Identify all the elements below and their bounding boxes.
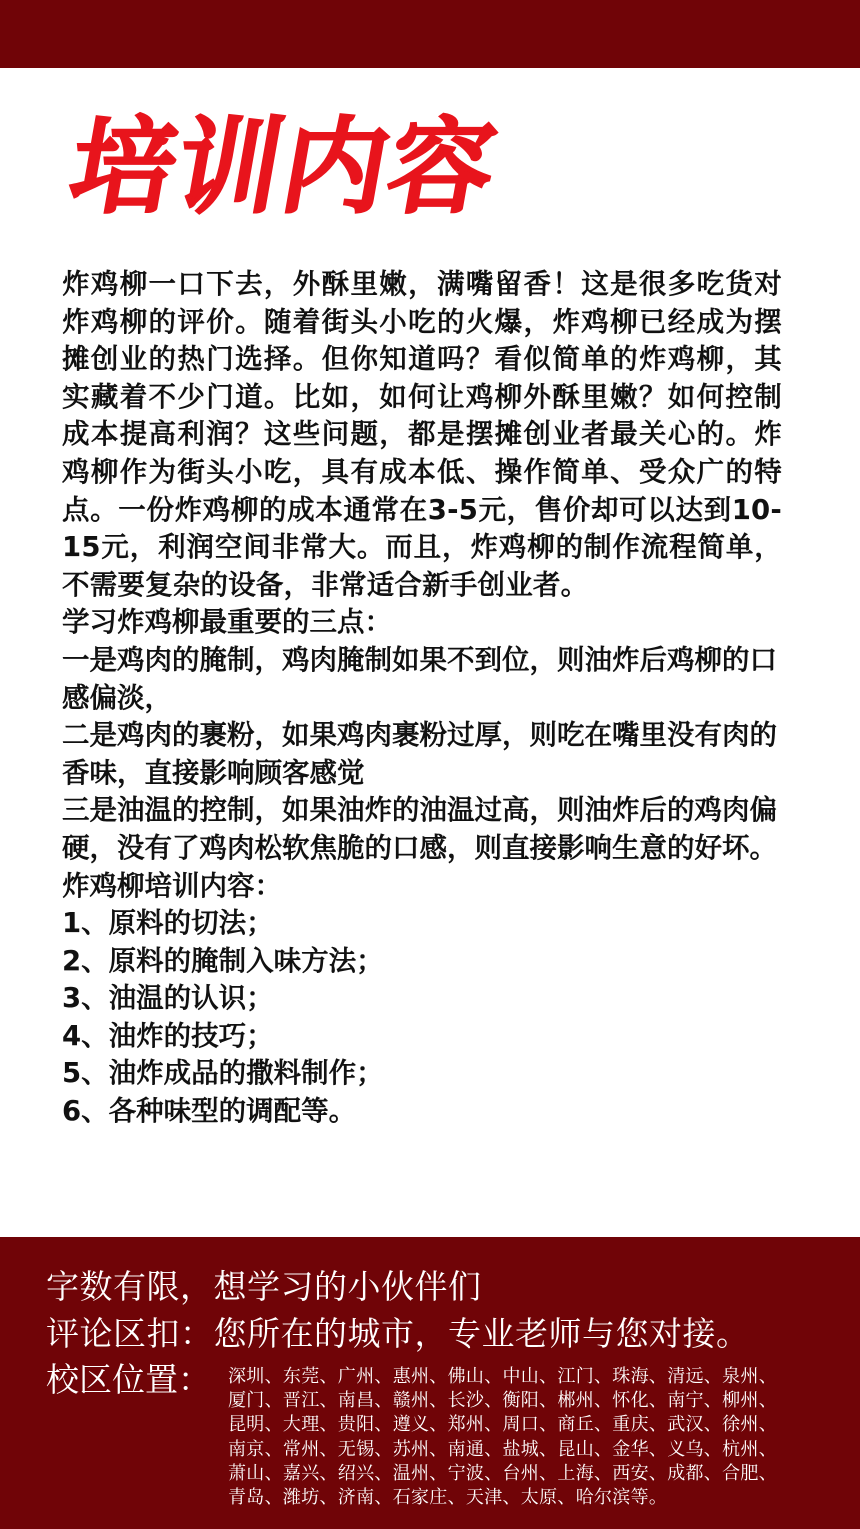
footer-band bbox=[0, 1237, 860, 1529]
training-item: 3、油温的认识； bbox=[62, 982, 274, 1015]
training-item: 5、油炸成品的撒料制作； bbox=[62, 1057, 384, 1090]
key-point-item: 一是鸡肉的腌制，鸡肉腌制如果不到位，则油炸后鸡柳的口感偏淡， bbox=[62, 643, 777, 714]
city-line: 昆明、大理、贵阳、遵义、郑州、周口、商丘、重庆、武汉、徐州、 bbox=[228, 1414, 777, 1436]
key-point-item: 二是鸡肉的裹粉，如果鸡肉裹粉过厚，则吃在嘴里没有肉的香味，直接影响顾客感觉 bbox=[62, 719, 777, 789]
key-points-title: 学习炸鸡柳最重要的三点： bbox=[62, 606, 392, 639]
training-item: 4、油炸的技巧； bbox=[62, 1019, 274, 1052]
training-title: 炸鸡柳培训内容： bbox=[62, 869, 282, 902]
key-points-list bbox=[62, 642, 782, 868]
intro-paragraph: 炸鸡柳一口下去，外酥里嫩，满嘴留香！这是很多吃货对炸鸡柳的评价。随着街头小吃的火爆，炸鸡柳已经成为摆摊创业的热门选择。但你知道吗？看似简单的炸鸡柳，其实藏着不少门道。比如，如何让鸡柳外酥里嫩？如何控制成本提高利润？这些问题，都是摆摊创业者最关心的。炸鸡柳作为街头小吃，具有成本低、操作简单、受众广的特点。一份炸鸡柳的成本通常在3-5元，售价却可以达到10-15元，利润空间非常大。而且，炸鸡柳的制作流程简单，不需要复杂的设备，非常适合新手创业者。 bbox=[62, 268, 782, 601]
training-item: 6、各种味型的调配等。 bbox=[62, 1095, 357, 1128]
city-line: 厦门、晋江、南昌、赣州、长沙、衡阳、郴州、怀化、南宁、柳州、 bbox=[228, 1390, 777, 1412]
training-item: 1、原料的切法； bbox=[62, 907, 274, 940]
cta-line-1: 字数有限，想学习的小伙伴们 bbox=[46, 1267, 482, 1306]
page-title: 培训内容 bbox=[60, 106, 507, 228]
city-line: 深圳、东莞、广州、惠州、佛山、中山、江门、珠海、清远、泉州、 bbox=[228, 1366, 777, 1387]
key-point-item: 三是油温的控制，如果油炸的油温过高，则油炸后的鸡肉偏硬，没有了鸡肉松软焦脆的口感，则直接影响生意的好坏。 bbox=[62, 794, 777, 864]
city-line: 青岛、潍坊、济南、石家庄、天津、太原、哈尔滨等。 bbox=[228, 1487, 668, 1509]
campus-label: 校区位置： bbox=[46, 1360, 211, 1399]
city-list bbox=[228, 1365, 828, 1510]
city-line: 南京、常州、无锡、苏州、南通、盐城、昆山、金华、义乌、杭州、 bbox=[228, 1438, 777, 1460]
cta-line-2: 评论区扣：您所在的城市，专业老师与您对接。 bbox=[46, 1314, 750, 1353]
training-list bbox=[62, 905, 782, 1131]
training-item: 2、原料的腌制入味方法； bbox=[62, 944, 384, 977]
top-band bbox=[0, 0, 860, 68]
city-line: 萧山、嘉兴、绍兴、温州、宁波、台州、上海、西安、成都、合肥、 bbox=[228, 1462, 777, 1484]
article-body bbox=[62, 266, 782, 1131]
